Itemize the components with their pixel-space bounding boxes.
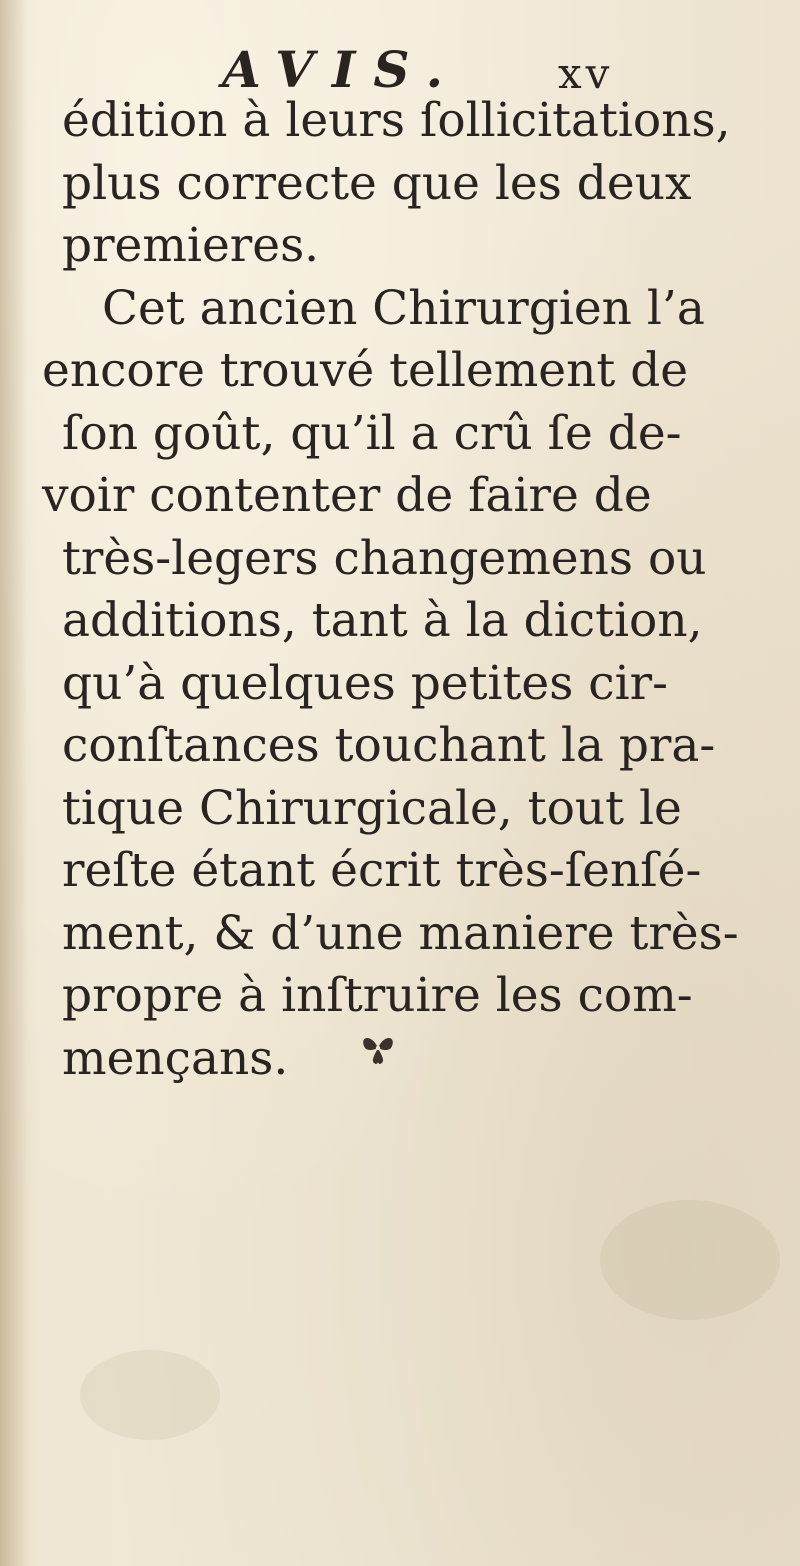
gutter-shadow [0, 0, 28, 1566]
text-line: encore trouvé tellement de [42, 343, 689, 398]
text-line: tique Chirurgicale, tout le [62, 780, 682, 836]
text-line: qu’à quelques petites cir- [62, 655, 668, 711]
text-line: premieres. [62, 218, 320, 273]
page-number: xv [558, 49, 614, 98]
running-title: AVIS. [222, 40, 462, 99]
text-line: additions, tant à la diction, [62, 593, 703, 648]
text-line: voir contenter de faire de [42, 468, 652, 523]
text-line: très-legers changemens ou [62, 530, 707, 586]
text-line: ment, & d’une maniere très- [62, 905, 739, 961]
text-line: conſtances touchant la pra- [62, 718, 716, 773]
paper-stain [80, 1350, 220, 1440]
body-text [42, 90, 739, 1090]
text-line: Cet ancien Chirurgien l’a [102, 280, 705, 336]
text-line: reſte étant écrit très-ſenſé- [62, 843, 702, 898]
text-line: mençans. [62, 1030, 289, 1086]
text-line: plus correcte que les deux [62, 155, 692, 211]
text-line: édition à leurs ſollicitations, [62, 93, 731, 148]
fleuron-icon [358, 1030, 398, 1066]
text-line: ſon goût, qu’il a crû ſe de- [62, 405, 682, 461]
paper-stain [600, 1200, 780, 1320]
text-line: propre à inſtruire les com- [62, 968, 693, 1023]
